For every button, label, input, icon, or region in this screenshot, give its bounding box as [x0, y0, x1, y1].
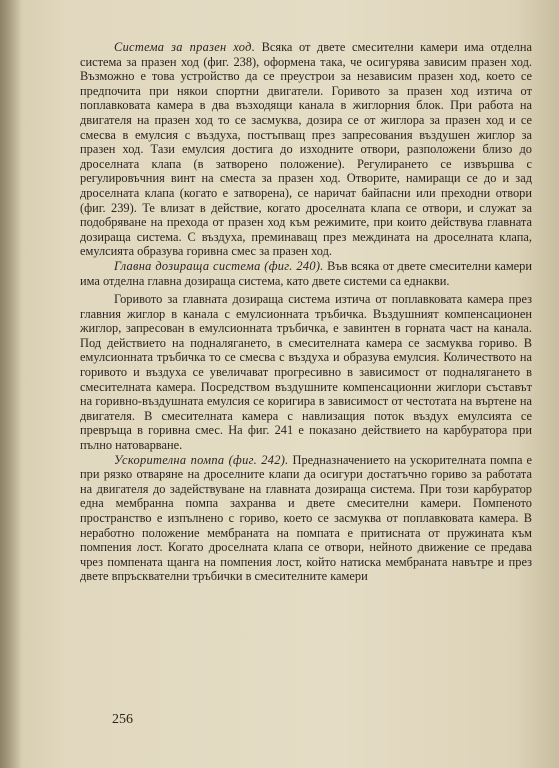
paragraph-body: Предназначението на ускорителната помпа е при рязко отваряне на дроселните клапи да осигури достатъчно гориво за работата на двигателя до задействуване на главната дозираща система. При този карбуратор една мембранна помпа захранва и двете смесителни камери. Помпеното пространство е изпълнено с гориво, което се засмуква от поплавковата камера. В неработно положение мембраната на помпата е притисната от пружината към помпения лост. Когато дроселната клапа се отвори, нейното движение се предава чрез помпената щанга на помпения лост, който натиска мембраната навътре и през двете впръсквателни тръбички в смесителните камери: [80, 452, 532, 584]
paragraph-lead: Система за празен ход.: [114, 40, 256, 54]
paragraph-main-metering: [80, 259, 532, 288]
paragraph-idle-system: [80, 40, 532, 259]
paragraph-lead: Ускорителна помпа (фиг. 242).: [114, 452, 289, 467]
paragraph-fuel-flow: [80, 292, 532, 453]
paragraph-body: Във всяка от двете смесителни камери има отделна главна дозираща система, като двете системи са еднакви.: [80, 258, 532, 288]
paragraph-lead: Главна дозираща система (фиг. 240).: [114, 258, 324, 273]
page-number: 256: [112, 712, 133, 727]
paragraph-body: Всяка от двете смесителни камери има отделна система за празен ход (фиг. 238), оформена така, че осигурява зависим празен ход. Възможно е това устройство да се преустрои за независим празен ход, което се предпочита при някои спортни двигатели. Горивото за празен ход изтича от поплавковата камера в два възходящи канала в жиглорния блок. При работа на двигателя на празен ход то се засмуква, дозира се от жиглора за празен ход и се смесва в емулсия с въздуха, постъпващ през запресования въздушен жиглор за празен ход. Тази емулсия достига до изходните отвори, разположени близо до дроселната клапа (в затворено положение). Регулирането се извършва с регулировъчния винт на сместа за празен ход. Отворите, намиращи се до и зад дроселната клапа (когато е затворена), се наричат байпасни или преходни отвори (фиг. 239). Те влизат в действие, когато дроселната клапа се отвори, и служат за подобряване на прехода от празен ход към режимите, при които действува главната дозираща система. С въздуха, преминаващ през междината на дроселната клапа, емулсията образува горивна смес за празен ход.: [80, 40, 532, 259]
paragraph-accelerator-pump: [80, 453, 532, 584]
spine-shadow: [0, 0, 22, 768]
paragraph-body: Горивото за главната дозираща система изтича от поплавковата камера през главния жиглор в канала с емулсионната тръбичка. Въздушният компенсационен жиглор, запресован в емулсионната тръбичка, е завинтен в горната част на канала. Под действието на подналягането, в смесителната камера се засмуква гориво. В емулсионната тръбичка то се смесва с въздуха и образува емулсия. Количеството на горивото и въздуха се увеличават прогресивно в зависимост от подналягането в смесителната камера. Посредством въздушните компенсационни жиглори съставът на горивно-въздушната емулсия се коригира в зависимост от честотата на въртене на двигателя. В смесителната камера с навлизащия поток въздух емулсията се превръща в горивна смес. На фиг. 241 е показано действието на карбуратора при пълно натоварване.: [80, 292, 532, 453]
body-text: [80, 40, 532, 584]
